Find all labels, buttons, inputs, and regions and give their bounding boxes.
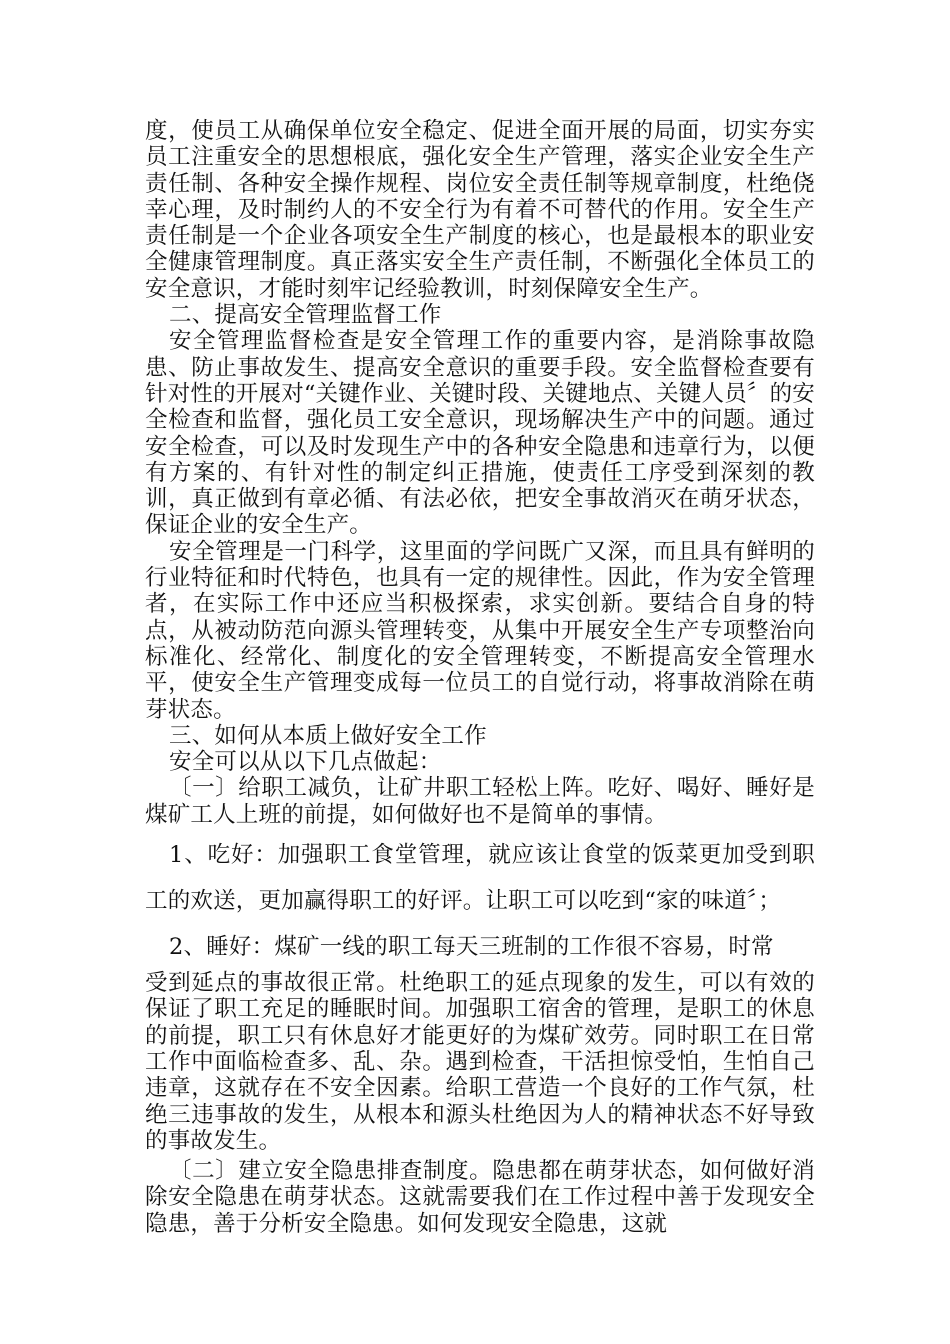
section-heading-2: 二、提高安全管理监督工作 <box>169 302 442 329</box>
paragraph-intro-points: 安全可以从以下几点做起： <box>169 749 442 776</box>
paragraph-responsibility-system: 度，使员工从确保单位安全稳定、促进全面开展的局面，切实夯实员工注重安全的思想根底，强化安全生产管理，落实企业安全生产责任制、各种安全操作规程、岗位安全责任制等规章制度，杜绝侥幸心理，及时制约人的不安全行为有着不可替代的作用。安全生产责任制是一个企业各项安全生产制度的核心，也是最根本的职业安全健康管理制度。真正落实安全生产责任制，不断强化全体员工的安全意识，才能时刻牢记经验教训，时刻保障安全生产。 <box>145 118 815 302</box>
sleep-well-lead: 2、睡好：煤矿一线的职工每天三班制的工作很不容易，时常 <box>169 934 774 961</box>
paragraph-safety-science: 安全管理是一门科学，这里面的学问既广又深，而且具有鲜明的行业特征和时代特色，也具有一定的规律性。因此，作为安全管理者，在实际工作中还应当积极探索，求实创新。要结合自身的特点，从被动防范向源头管理转变，从集中开展安全生产专项整治向标准化、经常化、制度化的安全管理转变，不断提高安全管理水平，使安全生产管理变成每一位员工的自觉行动，将事故消除在萌芽状态。 <box>145 538 815 723</box>
paragraph-eat-well: 1、吃好：加强职工食堂管理，就应该让食堂的饭菜更加受到职工的欢送，更加赢得职工的好评。让职工可以吃到“家的味道〞； <box>145 842 815 915</box>
section-heading-3: 三、如何从本质上做好安全工作 <box>169 722 487 749</box>
paragraph-point-1: 〔一〕给职工减负，让矿井职工轻松上阵。吃好、喝好、睡好是煤矿工人上班的前提，如何做好也不是简单的事情。 <box>145 775 815 828</box>
sleep-well-rest: 受到延点的事故很正常。杜绝职工的延点现象的发生，可以有效的保证了职工充足的睡眠时间。加强职工宿舍的管理，是职工的休息的前提，职工只有休息好才能更好的为煤矿效劳。同时职工在日常工作中面临检查多、乱、杂。遇到检查，干活担惊受怕，生怕自己违章，这就存在不安全因素。给职工营造一个良好的工作气氛，杜绝三违事故的发生，从根本和源头杜绝因为人的精神状态不好导致的事故发生。 <box>145 970 815 1154</box>
paragraph-point-2: 〔二〕建立安全隐患排查制度。隐患都在萌芽状态，如何做好消除安全隐患在萌芽状态。这就需要我们在工作过程中善于发现安全隐患，善于分析安全隐患。如何发现安全隐患，这就 <box>145 1158 815 1237</box>
document-body <box>145 118 815 1237</box>
paragraph-supervision-inspection: 安全管理监督检查是安全管理工作的重要内容，是消除事故隐患、防止事故发生、提高安全意识的重要手段。安全监督检查要有针对性的开展对“关键作业、关键时段、关键地点、关键人员〞的安全检查和监督，强化员工安全意识，现场解决生产中的问题。通过安全检查，可以及时发现生产中的各种安全隐患和违章行为，以便有方案的、有针对性的制定纠正措施，使责任工序受到深刻的教训，真正做到有章必循、有法必依，把安全事故消灭在萌牙状态，保证企业的安全生产。 <box>145 328 816 539</box>
paragraph-sleep-well <box>145 924 815 1154</box>
